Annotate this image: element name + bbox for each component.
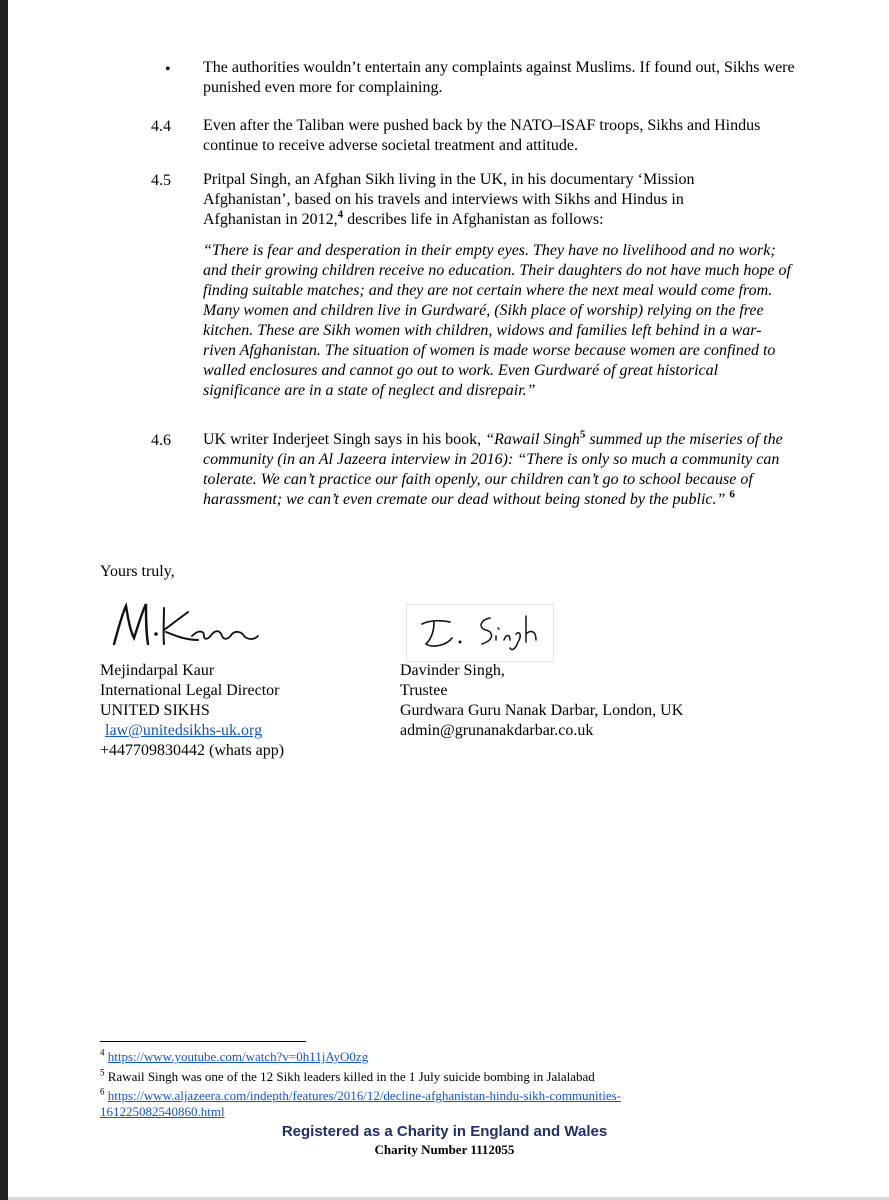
signatory-1-title: International Legal Director — [100, 682, 280, 699]
paragraph-4-6-text — [203, 430, 785, 510]
footnote-5-number: 5 — [100, 1067, 105, 1078]
bullet-text: The authorities wouldn’t entertain any complaints against Muslims. If found out, Sikhs were punished even more for complaining. — [203, 59, 795, 96]
footnote-6-continued — [100, 1104, 225, 1120]
footer-registered-charity: Registered as a Charity in England and Wales — [281, 1123, 608, 1140]
paragraph-4-6-intro: UK writer Inderjeet Singh says in his book, — [203, 431, 486, 448]
signatory-1 — [100, 661, 284, 761]
signature-mejindarpal-kaur — [108, 600, 268, 652]
signatory-1-email-link[interactable]: law@unitedsikhs-uk.org — [105, 722, 263, 739]
paragraph-4-5-text-after: describes life in Afghanistan as follows: — [343, 211, 604, 228]
footnote-separator — [100, 1041, 306, 1042]
footnote-6-number: 6 — [100, 1086, 105, 1097]
footer-charity-number: Charity Number 1112055 — [374, 1142, 515, 1157]
closing: Yours truly, — [100, 563, 175, 580]
page-left-edge — [0, 0, 8, 1200]
paragraph-4-6-quote-a: “Rawail Singh — [485, 431, 580, 448]
paragraph-4-5-quote: “There is fear and desperation in their empty eyes. They have no livelihood and no work; and their growing children receive no education. Their daughters do not have much hope of finding suitable matches; and they are not certain where the next meal would come from. Many women and children live in Gurdwaré, (Sikh place of worship) relying on the free kitchen. These are Sikh women with children, widows and families left behind in a war-riven Afghanistan. The situation of women is made worse because women are confined to walled enclosures and cannot go out to work. Even Gurdwaré of great historical significance are in a state of neglect and disrepair.” — [203, 242, 791, 399]
footnote-4-link[interactable]: https://www.youtube.com/watch?v=0h11jAyO0zg — [107, 1049, 369, 1064]
bullet-icon: • — [165, 61, 171, 78]
paragraph-4-5-text — [203, 170, 763, 230]
signatory-1-phone: +447709830442 (whats app) — [100, 742, 285, 759]
footnote-4-number: 4 — [100, 1047, 105, 1058]
signatory-2-name: Davinder Singh, — [400, 662, 505, 679]
signatory-2-email: admin@grunanakdarbar.co.uk — [400, 722, 594, 739]
signatory-2-title: Trustee — [400, 682, 448, 699]
paragraph-4-6-quote-b: summed up the miseries of the community (in an Al Jazeera interview in 2016): “There is only so much a community can tolerate. We can’t practice our faith openly, our children can’t go to school because of harassment; we can’t even cremate our dead without being stoned by the public.” — [203, 431, 783, 508]
paragraph-4-5-text-before: Pritpal Singh, an Afghan Sikh living in the UK, in his documentary ‘Mission Afghanistan’, based on his travels and interviews with Sikhs and Hindus in Afghanistan in 2012, — [203, 171, 695, 228]
footnote-ref-4: 4 — [337, 208, 344, 221]
footnote-4 — [100, 1049, 368, 1065]
signatory-2 — [400, 661, 683, 741]
footnote-6-link[interactable]: https://www.aljazeera.com/indepth/features/2016/12/decline-afghanistan-hindu-sikh-communities- — [107, 1088, 621, 1103]
footnote-ref-5: 5 — [579, 428, 586, 441]
signatory-2-org: Gurdwara Guru Nanak Darbar, London, UK — [400, 702, 684, 719]
footnote-5 — [100, 1069, 595, 1085]
signature-davinder-singh — [412, 608, 548, 654]
footnote-6-link-cont[interactable]: 161225082540860.html — [100, 1104, 225, 1119]
footnote-6 — [100, 1088, 621, 1104]
paragraph-number-4-5: 4.5 — [151, 172, 171, 189]
footnote-ref-6: 6 — [729, 488, 735, 501]
signatory-1-name: Mejindarpal Kaur — [100, 662, 215, 679]
signatory-1-org: UNITED SIKHS — [100, 702, 210, 719]
paragraph-number-4-4: 4.4 — [151, 118, 171, 135]
footnote-5-text: Rawail Singh was one of the 12 Sikh leaders killed in the 1 July suicide bombing in Jalalabad — [107, 1069, 595, 1084]
paragraph-4-4-text: Even after the Taliban were pushed back by the NATO–ISAF troops, Sikhs and Hindus continue to receive adverse societal treatment and attitude. — [203, 117, 761, 154]
paragraph-number-4-6: 4.6 — [151, 432, 171, 449]
